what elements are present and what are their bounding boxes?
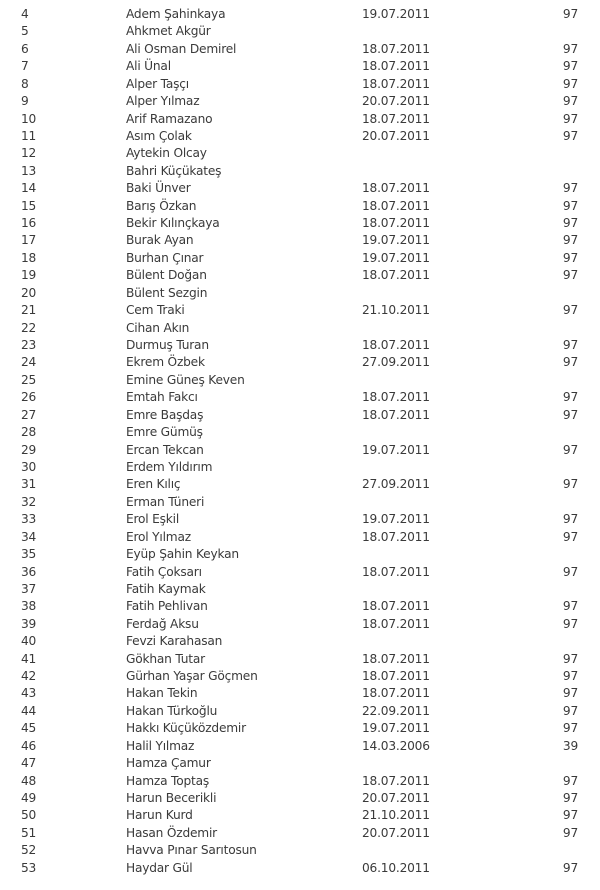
row-value: 97 bbox=[562, 529, 578, 544]
row-value: 97 bbox=[562, 94, 578, 109]
row-name: Erman Tüneri bbox=[126, 494, 205, 509]
row-number: 32 bbox=[21, 494, 37, 509]
row-value: 97 bbox=[562, 338, 578, 353]
row-name: Arif Ramazano bbox=[126, 111, 213, 126]
row-value: 97 bbox=[562, 477, 578, 492]
row-value: 97 bbox=[562, 268, 578, 283]
row-date: 20.07.2011 bbox=[362, 825, 430, 840]
row-date: 19.07.2011 bbox=[362, 442, 430, 457]
table-row bbox=[0, 790, 600, 807]
table-row bbox=[0, 668, 600, 685]
row-number: 15 bbox=[21, 198, 37, 213]
row-value: 97 bbox=[562, 390, 578, 405]
row-name: Barış Özkan bbox=[126, 198, 197, 213]
row-name: Ekrem Özbek bbox=[126, 355, 205, 370]
row-number: 19 bbox=[21, 268, 37, 283]
row-number: 16 bbox=[21, 216, 37, 231]
row-date: 18.07.2011 bbox=[362, 338, 430, 353]
table-row bbox=[0, 180, 600, 197]
table-row bbox=[0, 354, 600, 371]
row-date: 18.07.2011 bbox=[362, 407, 430, 422]
row-name: Ali Ünal bbox=[126, 59, 171, 74]
table-row bbox=[0, 616, 600, 633]
row-date: 27.09.2011 bbox=[362, 477, 430, 492]
row-name: Adem Şahinkaya bbox=[126, 7, 226, 21]
table-row bbox=[0, 407, 600, 424]
row-date: 19.07.2011 bbox=[362, 250, 430, 265]
row-date: 21.10.2011 bbox=[362, 808, 430, 823]
table-row bbox=[0, 860, 600, 877]
row-name: Harun Kurd bbox=[126, 808, 193, 823]
row-number: 29 bbox=[21, 442, 37, 457]
row-name: Alper Taşçı bbox=[126, 76, 189, 91]
table-row bbox=[0, 285, 600, 302]
table-row bbox=[0, 842, 600, 859]
row-number: 22 bbox=[21, 320, 37, 335]
row-name: Eyüp Şahin Keykan bbox=[126, 547, 239, 562]
row-number: 52 bbox=[21, 843, 37, 858]
row-value: 97 bbox=[562, 233, 578, 248]
row-date: 21.10.2011 bbox=[362, 303, 430, 318]
row-name: Erdem Yıldırım bbox=[126, 459, 213, 474]
row-number: 31 bbox=[21, 477, 37, 492]
table-row bbox=[0, 111, 600, 128]
row-name: Hamza Çamur bbox=[126, 756, 211, 771]
row-value: 97 bbox=[562, 686, 578, 701]
row-name: Halil Yılmaz bbox=[126, 738, 195, 753]
row-value: 97 bbox=[562, 442, 578, 457]
row-number: 41 bbox=[21, 651, 37, 666]
row-value: 97 bbox=[562, 198, 578, 213]
table-row bbox=[0, 529, 600, 546]
row-number: 9 bbox=[21, 94, 29, 109]
table-row bbox=[0, 825, 600, 842]
table-row bbox=[0, 598, 600, 615]
row-number: 27 bbox=[21, 407, 37, 422]
row-value: 97 bbox=[562, 721, 578, 736]
row-number: 34 bbox=[21, 529, 37, 544]
row-value: 97 bbox=[562, 181, 578, 196]
row-name: Gürhan Yaşar Göçmen bbox=[126, 669, 258, 684]
row-number: 25 bbox=[21, 372, 37, 387]
table-row bbox=[0, 320, 600, 337]
row-value: 97 bbox=[562, 128, 578, 143]
row-date: 18.07.2011 bbox=[362, 59, 430, 74]
row-name: Bahri Küçükateş bbox=[126, 163, 222, 178]
row-date: 19.07.2011 bbox=[362, 233, 430, 248]
row-date: 18.07.2011 bbox=[362, 198, 430, 213]
row-name: Harun Becerikli bbox=[126, 790, 217, 805]
row-value: 97 bbox=[562, 407, 578, 422]
row-number: 38 bbox=[21, 599, 37, 614]
row-date: 18.07.2011 bbox=[362, 599, 430, 614]
row-name: Emre Başdaş bbox=[126, 407, 204, 422]
row-date: 19.07.2011 bbox=[362, 512, 430, 527]
table-row bbox=[0, 720, 600, 737]
table-row bbox=[0, 685, 600, 702]
table-row bbox=[0, 76, 600, 93]
row-name: Haydar Gül bbox=[126, 860, 193, 875]
row-number: 8 bbox=[21, 76, 29, 91]
table-row bbox=[0, 476, 600, 493]
table-row bbox=[0, 389, 600, 406]
row-number: 36 bbox=[21, 564, 37, 579]
row-value: 39 bbox=[562, 738, 578, 753]
row-name: Emre Gümüş bbox=[126, 425, 203, 440]
row-value: 97 bbox=[562, 303, 578, 318]
row-number: 48 bbox=[21, 773, 37, 788]
row-number: 33 bbox=[21, 512, 37, 527]
row-value: 97 bbox=[562, 669, 578, 684]
row-name: Eren Kılıç bbox=[126, 477, 181, 492]
row-name: Hamza Toptaş bbox=[126, 773, 210, 788]
row-number: 13 bbox=[21, 163, 37, 178]
row-date: 22.09.2011 bbox=[362, 703, 430, 718]
row-number: 40 bbox=[21, 634, 37, 649]
row-number: 24 bbox=[21, 355, 37, 370]
row-number: 47 bbox=[21, 756, 37, 771]
table-row bbox=[0, 633, 600, 650]
row-name: Emine Güneş Keven bbox=[126, 372, 245, 387]
row-value: 97 bbox=[562, 703, 578, 718]
table-row bbox=[0, 773, 600, 790]
table-row bbox=[0, 511, 600, 528]
table-row bbox=[0, 23, 600, 40]
row-name: Durmuş Turan bbox=[126, 338, 209, 353]
row-name: Alper Yılmaz bbox=[126, 94, 200, 109]
row-date: 18.07.2011 bbox=[362, 111, 430, 126]
table-row bbox=[0, 163, 600, 180]
row-name: Bülent Sezgin bbox=[126, 285, 208, 300]
row-date: 18.07.2011 bbox=[362, 76, 430, 91]
row-value: 97 bbox=[562, 216, 578, 231]
row-number: 49 bbox=[21, 790, 37, 805]
row-number: 50 bbox=[21, 808, 37, 823]
row-date: 19.07.2011 bbox=[362, 7, 430, 21]
row-number: 44 bbox=[21, 703, 37, 718]
row-number: 37 bbox=[21, 581, 37, 596]
row-value: 97 bbox=[562, 111, 578, 126]
row-name: Hakan Tekin bbox=[126, 686, 198, 701]
table-row bbox=[0, 93, 600, 110]
row-number: 53 bbox=[21, 860, 37, 875]
row-number: 20 bbox=[21, 285, 37, 300]
table-row bbox=[0, 581, 600, 598]
row-name: Ahkmet Akgür bbox=[126, 24, 211, 39]
row-value: 97 bbox=[562, 355, 578, 370]
row-value: 97 bbox=[562, 825, 578, 840]
row-date: 18.07.2011 bbox=[362, 529, 430, 544]
row-date: 18.07.2011 bbox=[362, 564, 430, 579]
row-date: 18.07.2011 bbox=[362, 181, 430, 196]
row-name: Cihan Akın bbox=[126, 320, 190, 335]
row-date: 18.07.2011 bbox=[362, 686, 430, 701]
row-name: Bülent Doğan bbox=[126, 268, 207, 283]
table-row bbox=[0, 41, 600, 58]
row-date: 14.03.2006 bbox=[362, 738, 430, 753]
row-number: 28 bbox=[21, 425, 37, 440]
row-name: Fatih Çoksarı bbox=[126, 564, 202, 579]
row-number: 11 bbox=[21, 128, 37, 143]
row-name: Havva Pınar Sarıtosun bbox=[126, 843, 257, 858]
row-number: 39 bbox=[21, 616, 37, 631]
row-name: Erol Eşkil bbox=[126, 512, 180, 527]
row-name: Fevzi Karahasan bbox=[126, 634, 223, 649]
row-value: 97 bbox=[562, 599, 578, 614]
row-number: 23 bbox=[21, 338, 37, 353]
row-name: Baki Ünver bbox=[126, 181, 191, 196]
row-date: 18.07.2011 bbox=[362, 390, 430, 405]
table-row bbox=[0, 337, 600, 354]
row-number: 17 bbox=[21, 233, 37, 248]
row-name: Hakan Türkoğlu bbox=[126, 703, 218, 718]
row-number: 18 bbox=[21, 250, 37, 265]
table-row bbox=[0, 58, 600, 75]
table-row bbox=[0, 807, 600, 824]
table-row bbox=[0, 372, 600, 389]
row-name: Bekir Kılınçkaya bbox=[126, 216, 220, 231]
row-number: 42 bbox=[21, 669, 37, 684]
row-name: Fatih Kaymak bbox=[126, 581, 206, 596]
row-value: 97 bbox=[562, 7, 578, 21]
row-value: 97 bbox=[562, 76, 578, 91]
table-row bbox=[0, 232, 600, 249]
row-name: Burak Ayan bbox=[126, 233, 194, 248]
row-value: 97 bbox=[562, 773, 578, 788]
table-row bbox=[0, 755, 600, 772]
table-row bbox=[0, 442, 600, 459]
row-name: Ercan Tekcan bbox=[126, 442, 204, 457]
table-row bbox=[0, 424, 600, 441]
row-date: 20.07.2011 bbox=[362, 128, 430, 143]
row-name: Cem Traki bbox=[126, 303, 185, 318]
table-row bbox=[0, 198, 600, 215]
row-value: 97 bbox=[562, 564, 578, 579]
row-value: 97 bbox=[562, 860, 578, 875]
row-date: 20.07.2011 bbox=[362, 790, 430, 805]
row-name: Gökhan Tutar bbox=[126, 651, 205, 666]
table-row bbox=[0, 250, 600, 267]
row-date: 19.07.2011 bbox=[362, 721, 430, 736]
row-number: 21 bbox=[21, 303, 37, 318]
row-number: 35 bbox=[21, 547, 37, 562]
row-name: Hakkı Küçüközdemir bbox=[126, 721, 246, 736]
row-name: Aytekin Olcay bbox=[126, 146, 207, 161]
table-row bbox=[0, 738, 600, 755]
row-value: 97 bbox=[562, 790, 578, 805]
row-name: Burhan Çınar bbox=[126, 250, 204, 265]
row-name: Erol Yılmaz bbox=[126, 529, 191, 544]
table-row bbox=[0, 302, 600, 319]
row-number: 5 bbox=[21, 24, 29, 39]
row-number: 14 bbox=[21, 181, 37, 196]
row-number: 4 bbox=[21, 7, 29, 21]
row-date: 18.07.2011 bbox=[362, 669, 430, 684]
row-number: 46 bbox=[21, 738, 37, 753]
row-date: 18.07.2011 bbox=[362, 41, 430, 56]
table-row bbox=[0, 651, 600, 668]
table-row bbox=[0, 215, 600, 232]
row-date: 18.07.2011 bbox=[362, 216, 430, 231]
row-number: 45 bbox=[21, 721, 37, 736]
row-value: 97 bbox=[562, 808, 578, 823]
table-row bbox=[0, 145, 600, 162]
row-number: 7 bbox=[21, 59, 29, 74]
row-date: 18.07.2011 bbox=[362, 616, 430, 631]
table-row bbox=[0, 564, 600, 581]
row-value: 97 bbox=[562, 651, 578, 666]
row-name: Ferdağ Aksu bbox=[126, 616, 199, 631]
row-value: 97 bbox=[562, 250, 578, 265]
table-row bbox=[0, 546, 600, 563]
row-number: 26 bbox=[21, 390, 37, 405]
row-date: 20.07.2011 bbox=[362, 94, 430, 109]
row-name: Emtah Fakcı bbox=[126, 390, 198, 405]
row-name: Hasan Özdemir bbox=[126, 825, 217, 840]
row-number: 12 bbox=[21, 146, 37, 161]
row-date: 18.07.2011 bbox=[362, 651, 430, 666]
row-number: 6 bbox=[21, 41, 29, 56]
table-row bbox=[0, 267, 600, 284]
row-number: 51 bbox=[21, 825, 37, 840]
row-number: 30 bbox=[21, 459, 37, 474]
row-date: 18.07.2011 bbox=[362, 773, 430, 788]
table-row bbox=[0, 494, 600, 511]
row-date: 27.09.2011 bbox=[362, 355, 430, 370]
row-value: 97 bbox=[562, 512, 578, 527]
table-row bbox=[0, 459, 600, 476]
row-date: 18.07.2011 bbox=[362, 268, 430, 283]
table-row bbox=[0, 128, 600, 145]
row-number: 43 bbox=[21, 686, 37, 701]
row-date: 06.10.2011 bbox=[362, 860, 430, 875]
row-name: Ali Osman Demirel bbox=[126, 41, 237, 56]
row-value: 97 bbox=[562, 59, 578, 74]
row-number: 10 bbox=[21, 111, 37, 126]
row-value: 97 bbox=[562, 41, 578, 56]
table-row bbox=[0, 703, 600, 720]
row-value: 97 bbox=[562, 616, 578, 631]
table-body bbox=[0, 6, 600, 877]
table-row bbox=[0, 6, 600, 23]
row-name: Fatih Pehlivan bbox=[126, 599, 208, 614]
row-name: Asım Çolak bbox=[126, 128, 192, 143]
